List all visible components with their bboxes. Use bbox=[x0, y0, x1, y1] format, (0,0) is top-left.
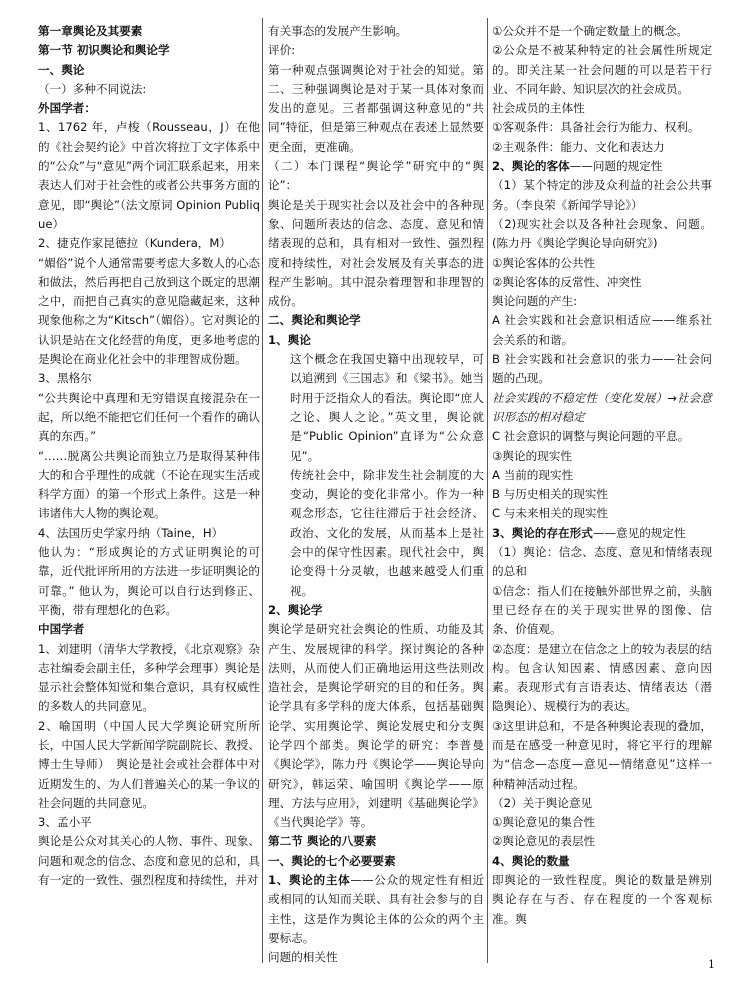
paragraph: 2、舆论的客体——问题的规定性 bbox=[492, 159, 663, 174]
paragraph: （2）关于舆论意见 bbox=[492, 795, 593, 810]
text-column-3 bbox=[492, 22, 712, 929]
text-column-1 bbox=[38, 22, 260, 890]
paragraph: ③舆论的现实性 bbox=[492, 448, 572, 463]
paragraph: ①客观条件：具备社会行为能力、权利。 bbox=[492, 120, 700, 135]
paragraph: 第一章舆论及其要素 bbox=[38, 24, 143, 38]
paragraph: ①舆论客体的公共性 bbox=[492, 255, 596, 270]
paragraph: 外国学者： bbox=[38, 101, 96, 116]
paragraph: 舆论问题的产生: bbox=[492, 294, 578, 309]
paragraph: 1、刘建明（清华大学教授，《北京观察》杂志社编委会副主任，多种学会理事）舆论是显示社会整体知觉和集合意识，具有权威性的多数人的共同意见。 bbox=[38, 641, 260, 714]
paragraph: 这个概念在我国史籍中出现较早，可以追溯到《三国志》和《梁书》。她当时用于泛指众人的看法。舆论即“庶人之论、舆人之论。”英文里，舆论就是“Public Opinion”直译为“公众意见”。 bbox=[290, 352, 484, 463]
paragraph: 即舆论的一致性程度。舆论的数量是辨别舆论存在与否、存在程度的一个客观标准。舆 bbox=[492, 873, 712, 926]
paragraph: “公共舆论中真理和无穷错误直接混杂在一起，所以绝不能把它们任何一个看作的确认真的东西。” bbox=[38, 390, 260, 444]
paragraph: （2)现实社会以及各种社会现象、问题。(陈力丹《舆论学舆论导向研究》) bbox=[492, 216, 712, 251]
paragraph: C 社会意识的调整与舆论问题的平息。 bbox=[492, 429, 690, 444]
paragraph: 社会实践的不稳定性（变化发展）→社会意识形态的相对稳定 bbox=[492, 390, 712, 424]
paragraph: 3、舆论的存在形式——意见的规定性 bbox=[492, 525, 686, 540]
paragraph: 1、舆论的主体——公众的规定性有相近或相同的认知而关联、具有社会参与的自主性，这是作为舆论主体的公众的两个主要标志。 bbox=[268, 873, 484, 945]
paragraph: （1）某个特定的涉及众利益的社会公共事务。（李良荣《新闻学导论》） bbox=[492, 178, 712, 212]
paragraph: A 社会实践和社会意识相适应——维系社会关系的和谐。 bbox=[492, 313, 712, 347]
paragraph: 传统社会中，除非发生社会制度的大变动，舆论的变化非常小。作为一种观念形态，它往往滞后于社会经济、政治、文化的发展，从而基本上是社会中的保守性因素。现代社会中，舆论变得十分灵敏，也越来越受人们重视。 bbox=[290, 467, 484, 598]
paragraph: 3、孟小平 bbox=[38, 815, 92, 830]
paragraph: 2、喻国明（中国人民大学舆论研究所所长，中国人民大学新闻学院副院长、教授、博士生导师） 舆论是社会或社会群体中对近期发生的、为人们普遍关心的某一争议的社会问题的共同意见。 bbox=[38, 718, 260, 810]
paragraph: 1、舆论 bbox=[268, 332, 311, 347]
paragraph: “媚俗”说个人通常需要考虑大多数人的心态和做法，然后再把自己放到这个既定的思潮之中，而把自己真实的意见隐藏起来，这种现象他称之为“Kitsch”（媚俗）。它对舆论的认识是站在文化经营的角度，更多地考虑的是舆论在商业化社会中的非理智成份题。 bbox=[38, 255, 260, 367]
paragraph: 有关事态的发展产生影响。 bbox=[268, 24, 408, 38]
paragraph: B 与历史相关的现实性 bbox=[492, 487, 608, 502]
column-divider-left bbox=[262, 18, 263, 963]
bold-prefix: 3、舆论的存在形式 bbox=[492, 525, 593, 540]
paragraph: “……脱离公共舆论而独立乃是取得某种伟大的和合乎理性的成就（不论在现实生活或科学方面）的第一个形式上条件。这是一种讳诸伟大人物的舆论观。 bbox=[38, 448, 260, 521]
paragraph: C 与未来相关的现实性 bbox=[492, 506, 609, 521]
paragraph: ①舆论意见的集合性 bbox=[492, 815, 596, 830]
paragraph: A 当前的现实性 bbox=[492, 467, 574, 482]
paragraph: 舆论学是研究社会舆论的性质、功能及其产生、发展规律的科学。探讨舆论的各种法则，从而使人们正确地运用这些法则改造社会，是舆论学研究的目的和任务。舆论学具有多学科的庞大体系，包括基础舆论学、实用舆论学、舆论发展史和分支舆论学四个部类。舆论学的研究：李普曼《舆论学》，陈力丹《舆论学——舆论导向研究》，韩运荣、喻国明《舆论学——原理、方法与应用》，刘建明《基础舆论学》《当代舆论学》等。 bbox=[268, 622, 484, 830]
paragraph: 第一节 初识舆论和舆论学 bbox=[38, 43, 170, 58]
paragraph: 社会成员的主体性 bbox=[492, 101, 585, 116]
paragraph: 4、法国历史学家丹纳（Taine，H） bbox=[38, 525, 224, 540]
paragraph: 2、舆论学 bbox=[268, 602, 323, 617]
paragraph: 4、舆论的数量 bbox=[492, 853, 570, 868]
paragraph: ②主观条件：能力、文化和表达力 bbox=[492, 139, 665, 154]
paragraph: 中国学者 bbox=[38, 622, 85, 637]
column-divider-right bbox=[487, 18, 488, 963]
paragraph: ②公众是不被某种特定的社会属性所规定的。即关注某一社会问题的可以是若干行业、不同年龄、知识层次的社会成员。 bbox=[492, 43, 712, 96]
paragraph: 二、舆论和舆论学 bbox=[268, 313, 361, 328]
paragraph: 舆论是公众对其关心的人物、事件、现象、问题和观念的信念、态度和意见的总和，具有一定的一致性、强烈程度和持续性，并对 bbox=[38, 834, 260, 888]
paragraph: ②舆论客体的反常性、冲突性 bbox=[492, 274, 642, 289]
paragraph: 评价: bbox=[268, 43, 296, 58]
paragraph: ③这里讲总和，不是各种舆论表现的叠加，而是在感受一种意见时，将它平行的理解为“信念—态度—意见—情绪意见”这样一种精神活动过程。 bbox=[492, 718, 712, 791]
paragraph: B 社会实践和社会意识的张力——社会问题的凸现。 bbox=[492, 352, 712, 386]
paragraph: 3、黑格尔 bbox=[38, 371, 92, 386]
paragraph: 舆论是关于现实社会以及社会中的各种现象、问题所表达的信念、态度、意见和情绪表现的总和，具有相对一致性、强烈程度和持续性，对社会发展及有关事态的进程产生影响。其中混杂着理智和非理智的成份。 bbox=[268, 197, 484, 309]
paragraph: 一、舆论 bbox=[38, 62, 85, 77]
paragraph: 第二节 舆论的八要素 bbox=[268, 834, 377, 849]
paragraph: ①公众并不是一个确定数量上的概念。 bbox=[492, 24, 688, 38]
paragraph: ②舆论意见的表层性 bbox=[492, 834, 596, 849]
paragraph: 问题的相关性 bbox=[268, 950, 338, 965]
page-number: 1 bbox=[708, 958, 715, 971]
paragraph: （1）舆论：信念、态度、意见和情绪表现的总和 bbox=[492, 545, 712, 579]
paragraph: 他认为：“形成舆论的方式证明舆论的可靠，近代批评所用的方法进一步证明舆论的可靠。” 他认为，舆论可以自行达到修正、平衡，带有理想化的色彩。 bbox=[38, 545, 260, 617]
paragraph: ②态度：是建立在信念之上的较为表层的结构。包含认知因素、情感因素、意向因素。表现形式有言语表达、情绪表达（潜隐舆论）、规模行为的表达。 bbox=[492, 641, 712, 714]
text-column-2 bbox=[268, 22, 484, 968]
paragraph: ①信念：指人们在接触外部世界之前，头脑里已经存在的关于现实世界的图像、信条、价值观。 bbox=[492, 583, 712, 637]
paragraph: （一）多种不同说法: bbox=[38, 81, 147, 96]
paragraph: 第一种观点强调舆论对于社会的知觉。第二、三种强调舆论是对于某一具体对象而发出的意见。三者都强调这种意见的“共同”特征，但是第三种观点在表述上显然要更全面，更准确。 bbox=[268, 62, 484, 154]
paragraph: 1、1762 年，卢梭（Rousseau，J）在他的《社会契约论》中首次将拉丁文字体系中的“公众”与“意见”两个词汇联系起来，用来表达人们对于社会性的或者公共事务方面的意见，即“舆论”（法文原词 Opinion Publique） bbox=[38, 120, 260, 231]
bold-prefix: 2、舆论的客体 bbox=[492, 159, 570, 174]
paragraph: 2、捷克作家昆德拉（Kundera，M） bbox=[38, 236, 231, 251]
paragraph: 一、舆论的七个必要要素 bbox=[268, 853, 396, 868]
paragraph: （二）本门课程“舆论学”研究中的“舆论”： bbox=[268, 159, 484, 193]
bold-prefix: 1、舆论的主体 bbox=[268, 873, 351, 888]
